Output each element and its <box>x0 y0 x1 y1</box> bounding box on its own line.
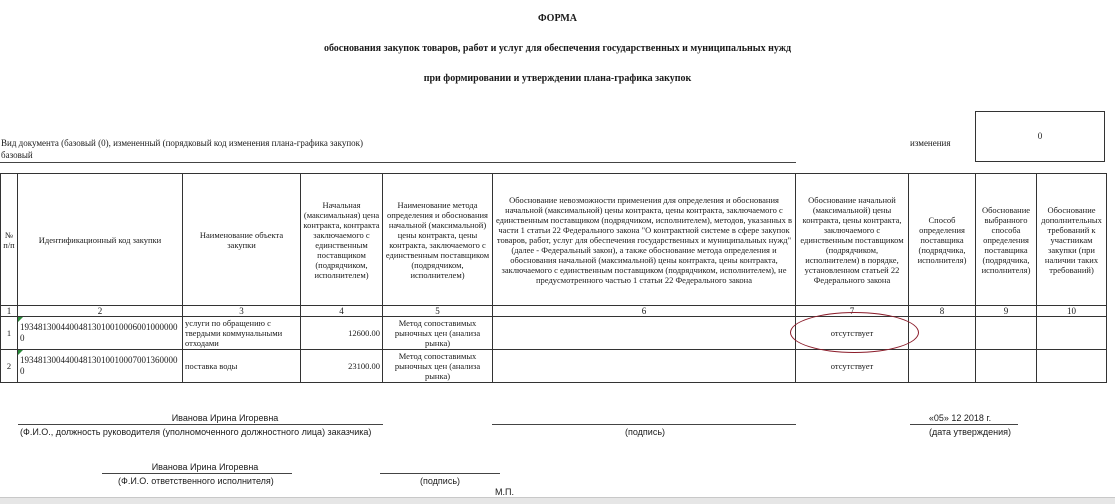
supplier-basis[interactable] <box>976 350 1037 383</box>
form-subtitle: обоснования закупок товаров, работ и услуг для обеспечения государственных и муниципальных нужд <box>323 43 792 54</box>
price-basis[interactable]: отсутствует <box>796 317 909 350</box>
supplier-method[interactable] <box>909 350 976 383</box>
doc-type-value: базовый <box>1 150 33 160</box>
supplier-basis[interactable] <box>976 317 1037 350</box>
stamp-label: М.П. <box>495 487 514 497</box>
header-extra-req: Обоснование дополнительных требований к участникам закупки (при наличии таких требований) <box>1037 174 1107 306</box>
purchase-object[interactable]: поставка воды <box>183 350 301 383</box>
sign-underline <box>492 424 796 425</box>
col-number: 10 <box>1037 306 1107 317</box>
col-number: 4 <box>301 306 383 317</box>
row-num: 1 <box>1 317 18 350</box>
col-number: 1 <box>1 306 18 317</box>
method-justification[interactable] <box>493 317 796 350</box>
approval-date: «05» 12 2018 г. <box>928 413 992 423</box>
price-method[interactable]: Метод сопоставимых рыночных цен (анализа рынка) <box>383 317 493 350</box>
col-number: 5 <box>383 306 493 317</box>
purchase-code-text: 193481300440048130100100070013600000 <box>20 355 178 376</box>
doc-type-label: Вид документа (базовый (0), измененный (порядковый код изменения плана-графика закупок) <box>1 138 364 148</box>
highlight-ellipse <box>790 312 919 353</box>
change-label: изменения <box>910 138 951 148</box>
price-method[interactable]: Метод сопоставимых рыночных цен (анализа рынка) <box>383 350 493 383</box>
cell-marker-icon <box>18 350 23 355</box>
header-method: Наименование метода определения и обоснования начальной (максимальной) цены контракта, цены контракта, заключаемого с единственным поставщиком (подрядчиком, исполнителем) <box>383 174 493 306</box>
header-num: № п/п <box>1 174 18 306</box>
change-value: 0 <box>1037 131 1043 141</box>
header-justification: Обоснование невозможности применения для определения и обоснования начальной (максимальной) цены контракта, цены контракта, заключаемого с единственным поставщиком (подрядчиком, исполнителем), методов, указанных в части 1 статьи 22 Федерального закона "О контрактной системе в сфере закупок товаров, работ, услуг для обеспечения государственных и муниципальных нужд" (далее - Федеральный закон), а также обоснование метода определения и обоснования начальной (максимальной) цены контракта, цены контракта, заключаемого с единственным поставщиком (подрядчиком, исполнителем), не предусмотренного частью 1 статьи 22 Федерального закона <box>493 174 796 306</box>
change-value-box <box>975 111 1105 162</box>
head-caption: (Ф.И.О., должность руководителя (уполномоченного должностного лица) заказчика) <box>20 427 372 437</box>
header-supplier-method: Способ определения поставщика (подрядчика, исполнителя) <box>909 174 976 306</box>
purchase-price[interactable]: 23100.00 <box>301 350 383 383</box>
col-number: 9 <box>976 306 1037 317</box>
head-name-underline <box>18 424 383 425</box>
table-header-row <box>1 174 1107 306</box>
header-price: Начальная (максимальная) цена контракта, контракта заключаемого с единственным поставщиком (подрядчиком, исполнителем) <box>301 174 383 306</box>
executor-caption: (Ф.И.О. ответственного исполнителя) <box>118 476 274 486</box>
table-row <box>1 317 1107 350</box>
table-row <box>1 350 1107 383</box>
extra-requirements[interactable] <box>1037 317 1107 350</box>
header-object: Наименование объекта закупки <box>183 174 301 306</box>
executor-underline <box>102 473 292 474</box>
purchase-code[interactable] <box>18 350 183 383</box>
date-underline <box>910 424 1018 425</box>
row-num: 2 <box>1 350 18 383</box>
header-supplier-basis: Обоснование выбранного способа определения поставщика (подрядчика, исполнителя) <box>976 174 1037 306</box>
purchase-price[interactable]: 12600.00 <box>301 317 383 350</box>
cell-marker-icon <box>18 317 23 322</box>
col-number: 8 <box>909 306 976 317</box>
price-basis[interactable]: отсутствует <box>796 350 909 383</box>
justification-table <box>0 173 1107 383</box>
column-number-row <box>1 306 1107 317</box>
form-title: ФОРМА <box>537 13 578 24</box>
doc-type-underline <box>0 162 796 163</box>
col-number: 2 <box>18 306 183 317</box>
header-price-basis: Обоснование начальной (максимальной) цены контракта, цены контракта, заключаемого с единственным поставщиком (подрядчиком, исполнителем) в порядке, установленном статьей 22 Федерального закона <box>796 174 909 306</box>
form-subtitle-2: при формировании и утверждении плана-графика закупок <box>423 73 692 84</box>
executor-sign-underline <box>380 473 500 474</box>
method-justification[interactable] <box>493 350 796 383</box>
sign-caption: (подпись) <box>624 427 666 437</box>
purchase-object[interactable]: услуги по обращению с твердыми коммунальными отходами <box>183 317 301 350</box>
purchase-code-text: 193481300440048130100100060010000000 <box>20 322 178 343</box>
col-number: 3 <box>183 306 301 317</box>
extra-requirements[interactable] <box>1037 350 1107 383</box>
header-code: Идентификационный код закупки <box>18 174 183 306</box>
col-number: 7 <box>796 306 909 317</box>
date-caption: (дата утверждения) <box>928 427 1012 437</box>
col-number: 6 <box>493 306 796 317</box>
head-name: Иванова Ирина Игоревна <box>171 413 279 423</box>
purchase-code[interactable] <box>18 317 183 350</box>
executor-sign-caption: (подпись) <box>419 476 461 486</box>
executor-name: Иванова Ирина Игоревна <box>151 462 259 472</box>
